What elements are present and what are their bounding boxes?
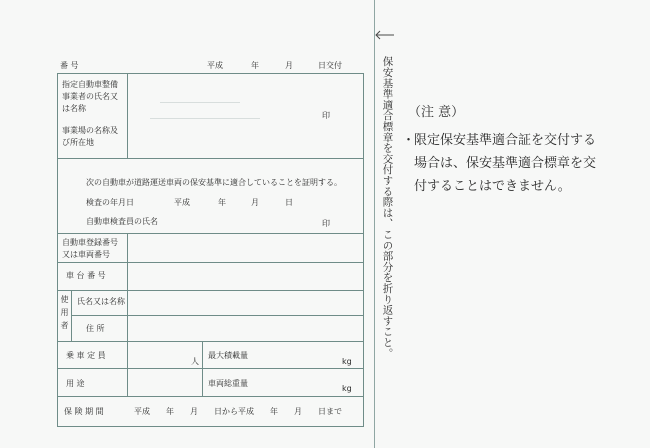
gross-weight-unit: kg xyxy=(342,384,352,393)
inspector-label: 自動車検査員の氏名 xyxy=(86,217,158,226)
registration-label-1: 自動車登録番号 xyxy=(62,238,118,247)
persons-unit: 人 xyxy=(191,357,199,366)
maintenance-name-label-2: 事業者の氏名又 xyxy=(62,92,118,101)
divider xyxy=(57,396,363,397)
user-address-label: 住 所 xyxy=(86,324,105,333)
max-load-unit: kg xyxy=(342,357,352,366)
note-line-1: 限定保安基準適合証を交付する xyxy=(414,133,597,148)
divider xyxy=(57,290,363,291)
inspection-year: 年 xyxy=(218,198,226,207)
site-label-2: び所在地 xyxy=(62,138,94,147)
fold-instruction: 保安基準適合標章を交付する際は、この部分を折り返すこと。 xyxy=(381,56,394,359)
registration-label-2: 又は車両番号 xyxy=(62,250,110,259)
inspection-month: 月 xyxy=(251,198,259,207)
divider xyxy=(57,233,363,234)
faint-line xyxy=(150,118,260,119)
insurance-period: 平成 年 月 日から平成 年 月 日まで xyxy=(134,407,342,416)
capacity-label: 乗 車 定 員 xyxy=(66,351,106,360)
fold-line xyxy=(374,0,375,448)
header-year: 年 xyxy=(251,61,259,70)
user-name-label: 氏名又は名称 xyxy=(77,297,125,306)
use-label: 用 途 xyxy=(66,379,85,388)
chassis-label: 車 台 番 号 xyxy=(66,271,106,280)
header-month: 月 xyxy=(285,61,293,70)
insurance-label: 保 険 期 間 xyxy=(64,407,104,416)
max-load-label: 最大積載量 xyxy=(208,351,248,360)
inspection-day: 日 xyxy=(285,198,293,207)
divider xyxy=(57,341,363,342)
inspection-heisei: 平成 xyxy=(174,198,190,207)
certification-statement: 次の自動車が道路運送車両の保安基準に適合していることを証明する。 xyxy=(86,178,342,187)
fold-arrow-icon xyxy=(374,30,396,40)
divider xyxy=(57,368,363,369)
divider xyxy=(57,158,363,159)
header-issued: 日交付 xyxy=(318,61,342,70)
note-bullet: ・ xyxy=(402,133,416,148)
inspector-seal: 印 xyxy=(322,219,330,228)
number-label: 番 号 xyxy=(60,61,79,70)
divider xyxy=(71,315,363,316)
maintenance-name-label-1: 指定自動車整備 xyxy=(62,80,118,89)
divider xyxy=(57,262,363,263)
user-vertical-label: 使用者 xyxy=(60,295,69,334)
maintenance-name-label-3: は名称 xyxy=(62,104,86,113)
note-line-2: 場合は、保安基準適合標章を交 xyxy=(414,156,597,171)
gross-weight-label: 車両総重量 xyxy=(208,379,248,388)
inspection-date-label: 検査の年月日 xyxy=(86,198,134,207)
header-heisei: 平成 xyxy=(207,61,223,70)
faint-line xyxy=(160,102,240,103)
note-title: （注 意） xyxy=(408,105,465,120)
maintenance-seal: 印 xyxy=(322,111,330,120)
site-label-1: 事業場の名称及 xyxy=(62,126,118,135)
note-line-3: 付することはできません。 xyxy=(414,179,571,194)
divider xyxy=(127,73,128,158)
